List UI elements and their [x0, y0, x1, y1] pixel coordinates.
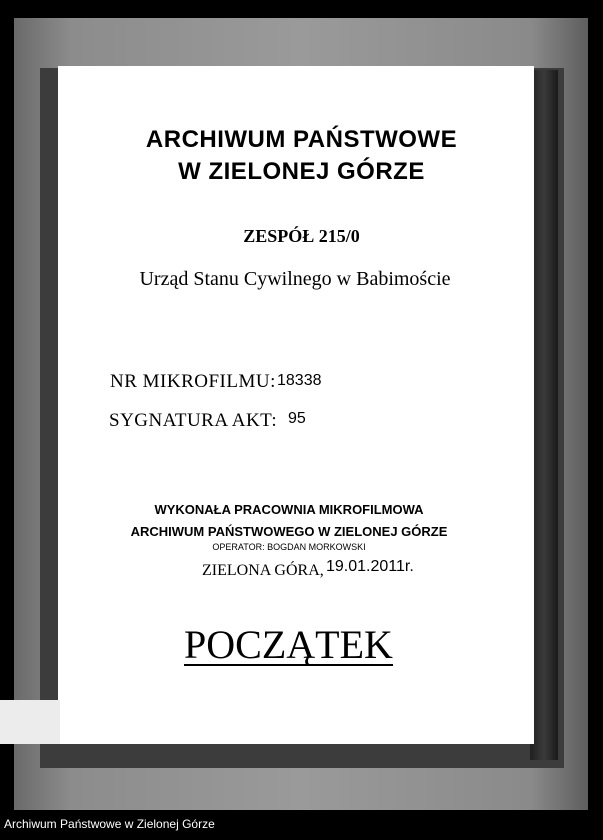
sheet-bottom-strip: [0, 700, 60, 744]
operator-line: OPERATOR: BOGDAN MORKOWSKI: [212, 542, 366, 552]
start-marker: POCZĄTEK: [184, 622, 393, 667]
archive-title-line1: ARCHIWUM PAŃSTWOWE: [145, 126, 458, 153]
made-by-line1: WYKONAŁA PRACOWNIA MIKROFILMOWA: [154, 502, 424, 517]
signature-value: 95: [288, 410, 306, 427]
collection-number: ZESPÓŁ 215/0: [243, 226, 360, 246]
signature-label: SYGNATURA AKT:: [109, 410, 278, 431]
place-label: ZIELONA GÓRA,: [202, 562, 324, 579]
place-date: 19.01.2011r.: [326, 558, 414, 575]
microfilm-label: NR MIKROFILMU:: [110, 371, 276, 392]
office-name: Urząd Stanu Cywilnego w Babimoście: [139, 268, 451, 290]
footer-credit: Archiwum Państwowe w Zielonej Górze: [4, 817, 215, 831]
microfilm-value: 18338: [277, 372, 322, 389]
archive-title-line2: W ZIELONEJ GÓRZE: [178, 158, 425, 185]
made-by-line2: ARCHIWUM PAŃSTWOWEGO W ZIELONEJ GÓRZE: [130, 524, 448, 539]
